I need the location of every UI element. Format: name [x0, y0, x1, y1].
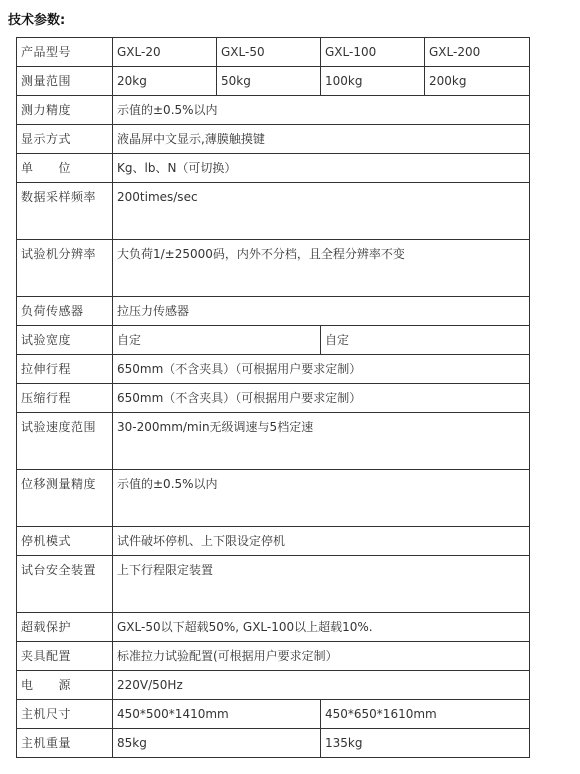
row-label: 试验宽度: [17, 326, 113, 355]
table-row: [17, 413, 530, 470]
table-row: [17, 470, 530, 527]
table-row: [17, 642, 530, 671]
table-row: [17, 326, 530, 355]
table-row: [17, 183, 530, 240]
table-cell: 650mm（不含夹具）（可根据用户要求定制）: [113, 384, 530, 413]
row-label: 数据采样频率: [17, 183, 113, 240]
row-label: 产品型号: [17, 38, 113, 67]
spec-table: [16, 37, 530, 758]
row-label: 试台安全装置: [17, 556, 113, 613]
table-cell: Kg、lb、N（可切换）: [113, 154, 530, 183]
table-row: [17, 297, 530, 326]
table-row: [17, 671, 530, 700]
row-label: 电 源: [17, 671, 113, 700]
table-cell: 示值的±0.5%以内: [113, 470, 530, 527]
row-label: 试验机分辨率: [17, 240, 113, 297]
table-row: [17, 729, 530, 758]
row-label: 单 位: [17, 154, 113, 183]
row-label: 测力精度: [17, 96, 113, 125]
row-label: 显示方式: [17, 125, 113, 154]
row-label: 拉伸行程: [17, 355, 113, 384]
table-row: [17, 700, 530, 729]
table-cell: 450*650*1610mm: [321, 700, 530, 729]
table-cell: 450*500*1410mm: [113, 700, 321, 729]
table-cell: 自定: [321, 326, 530, 355]
table-row: [17, 384, 530, 413]
row-label: 试验速度范围: [17, 413, 113, 470]
table-row: [17, 240, 530, 297]
table-cell: 135kg: [321, 729, 530, 758]
table-cell: 200kg: [425, 67, 530, 96]
table-row: [17, 154, 530, 183]
table-row: [17, 96, 530, 125]
row-label: 压缩行程: [17, 384, 113, 413]
table-row: [17, 355, 530, 384]
row-label: 负荷传感器: [17, 297, 113, 326]
table-row: [17, 67, 530, 96]
row-label: 停机模式: [17, 527, 113, 556]
table-cell: 85kg: [113, 729, 321, 758]
table-cell: GXL-20: [113, 38, 217, 67]
table-cell: 20kg: [113, 67, 217, 96]
table-row: [17, 527, 530, 556]
table-cell: 220V/50Hz: [113, 671, 530, 700]
table-cell: GXL-100: [321, 38, 425, 67]
table-cell: 液晶屏中文显示,薄膜触摸键: [113, 125, 530, 154]
row-label: 主机尺寸: [17, 700, 113, 729]
table-cell: 大负荷1/±25000码，内外不分档，且全程分辨率不变: [113, 240, 530, 297]
table-cell: GXL-200: [425, 38, 530, 67]
table-cell: GXL-50以下超载50%, GXL-100以上超载10%.: [113, 613, 530, 642]
table-row: [17, 125, 530, 154]
table-cell: 拉压力传感器: [113, 297, 530, 326]
row-label: 超载保护: [17, 613, 113, 642]
table-cell: 自定: [113, 326, 321, 355]
row-label: 测量范围: [17, 67, 113, 96]
row-label: 位移测量精度: [17, 470, 113, 527]
row-label: 主机重量: [17, 729, 113, 758]
table-cell: 650mm（不含夹具）（可根据用户要求定制）: [113, 355, 530, 384]
table-cell: 50kg: [217, 67, 321, 96]
table-row: [17, 38, 530, 67]
table-cell: 示值的±0.5%以内: [113, 96, 530, 125]
table-cell: 标准拉力试验配置(可根据用户要求定制）: [113, 642, 530, 671]
table-cell: 30-200mm/min无级调速与5档定速: [113, 413, 530, 470]
table-cell: GXL-50: [217, 38, 321, 67]
table-cell: 200times/sec: [113, 183, 530, 240]
table-cell: 试件破坏停机、上下限设定停机: [113, 527, 530, 556]
table-cell: 上下行程限定装置: [113, 556, 530, 613]
row-label: 夹具配置: [17, 642, 113, 671]
table-row: [17, 613, 530, 642]
table-cell: 100kg: [321, 67, 425, 96]
table-row: [17, 556, 530, 613]
section-heading: 技术参数:: [8, 13, 66, 28]
